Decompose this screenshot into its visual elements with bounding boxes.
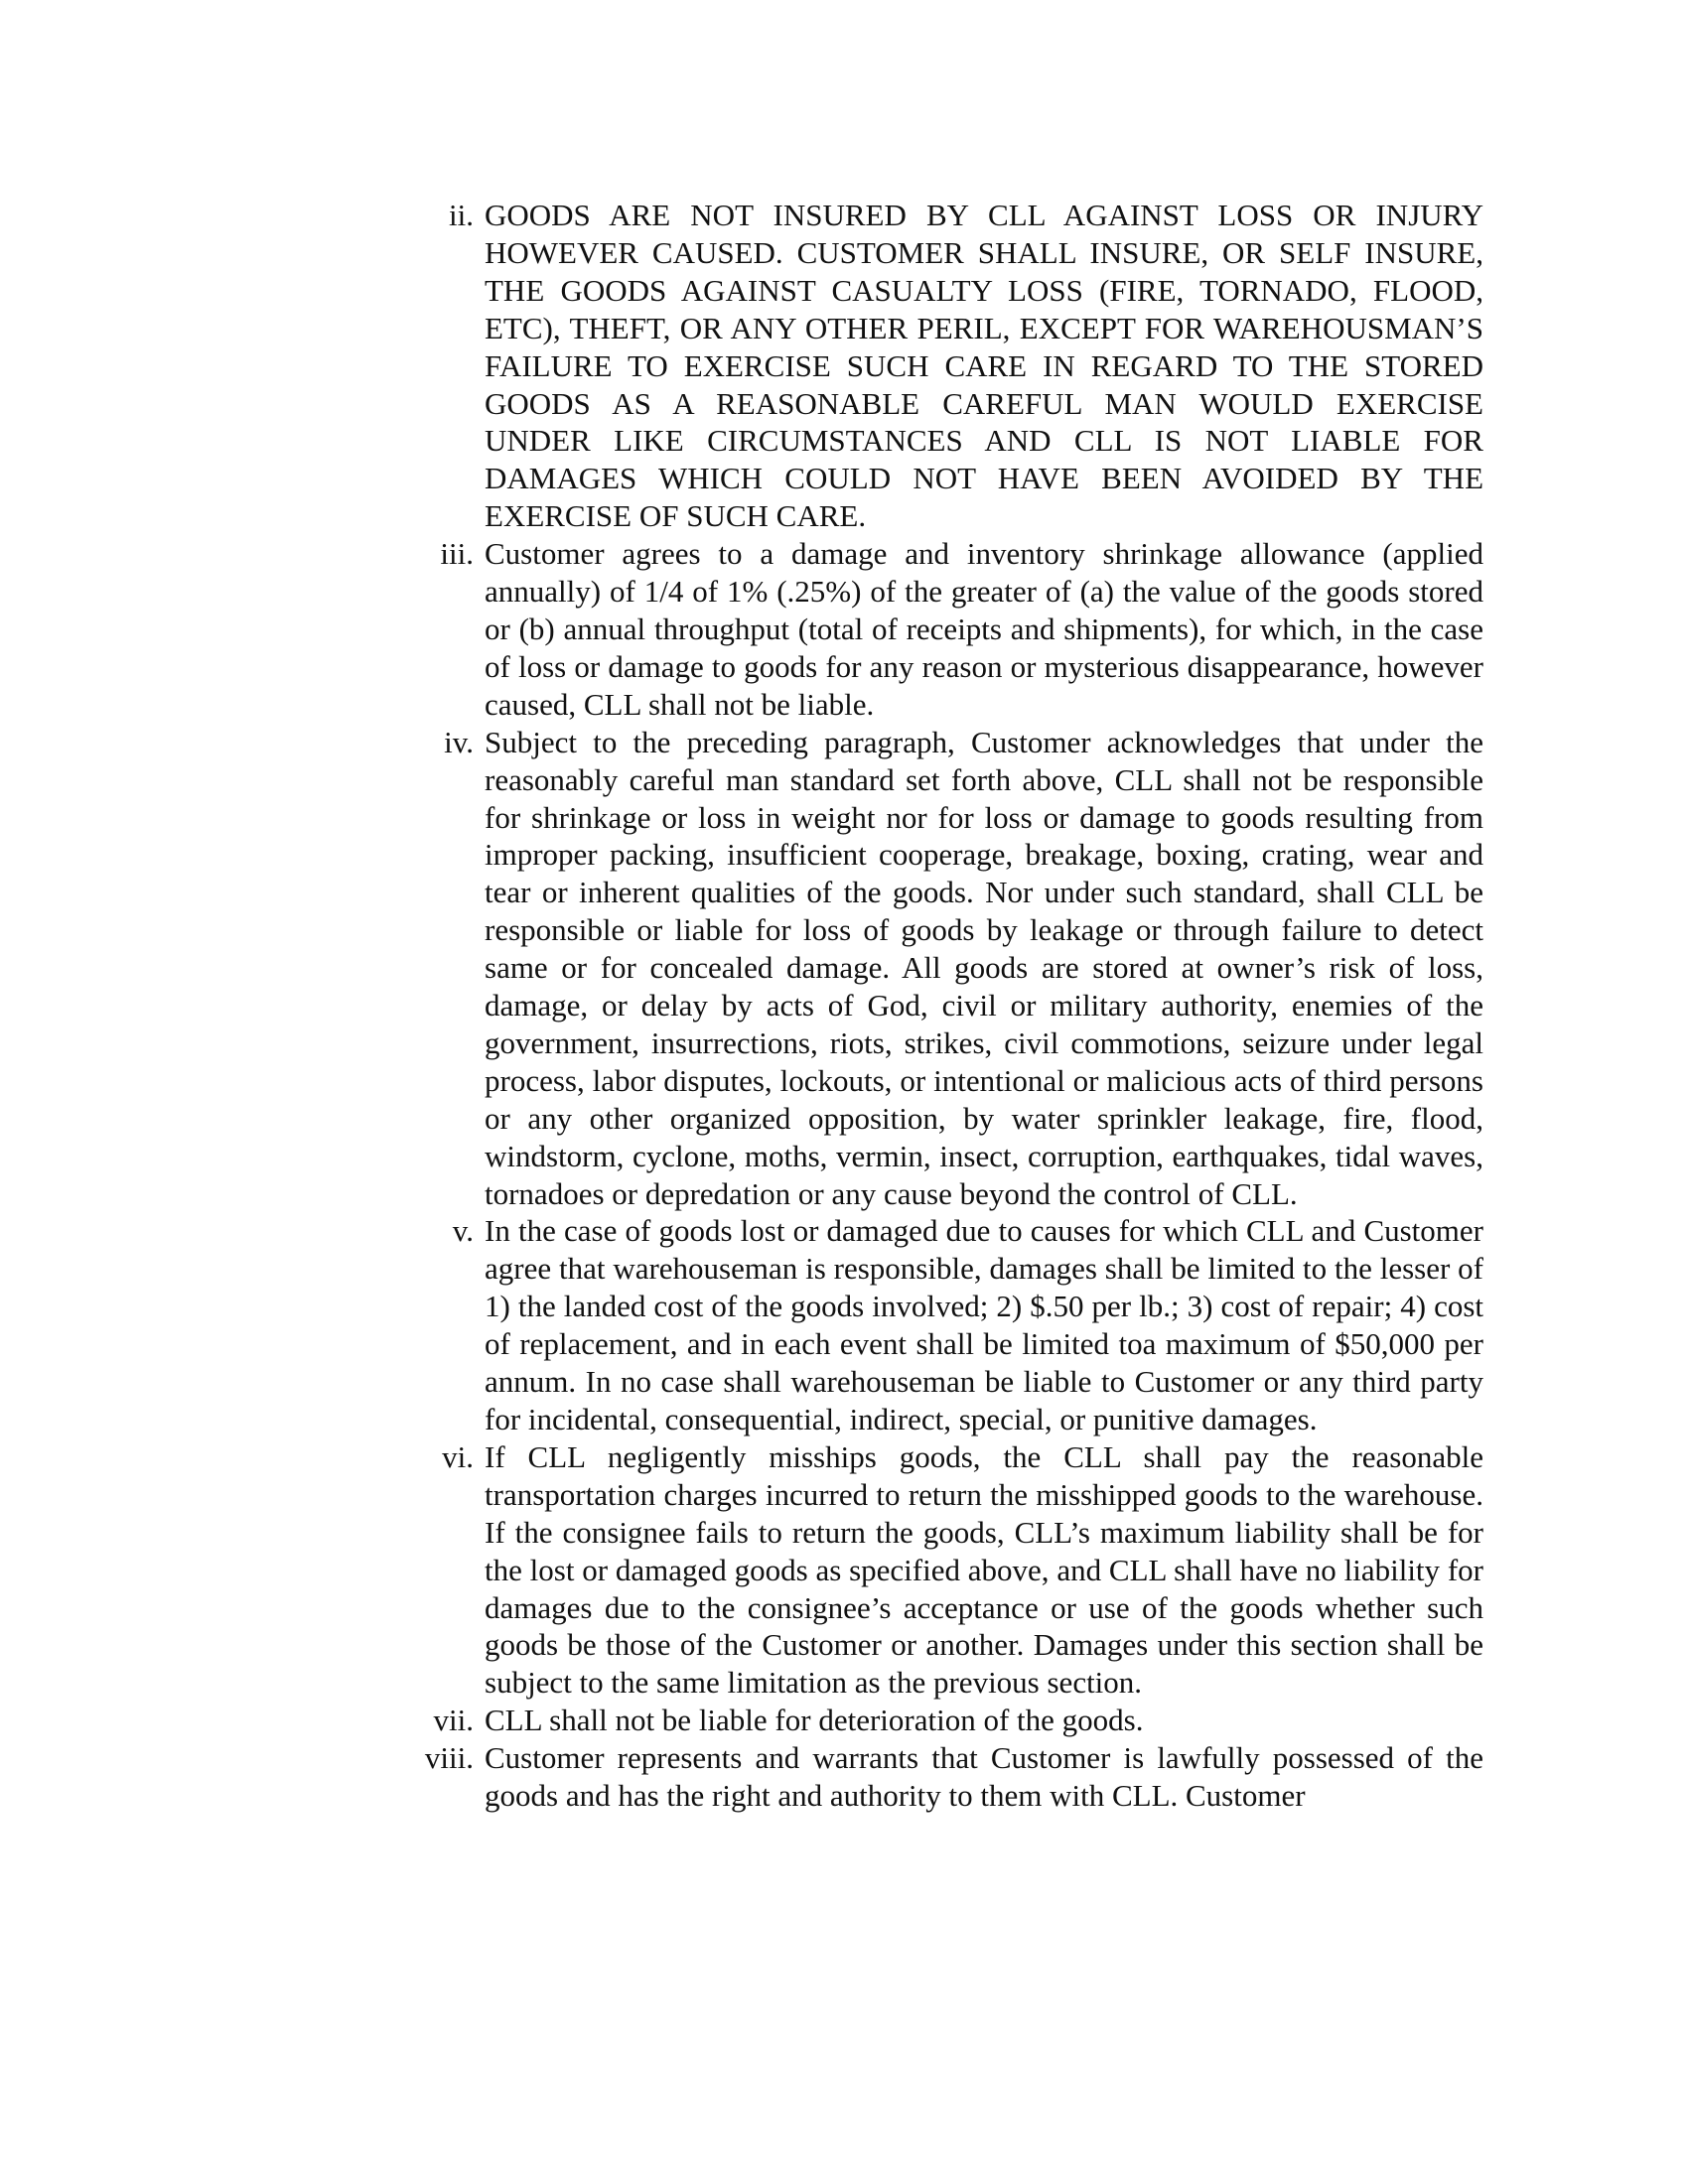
clause-numeral: vii. (433, 1703, 474, 1738)
clause-vii (409, 1702, 1483, 1739)
clause-text: Subject to the preceding paragraph, Customer acknowledges that under the reasonably careful man standard set forth above, CLL shall not be responsible for shrinkage or loss in weight nor for loss or damage to goods resulting from improper packing, insufficient cooperage, breakage, boxing, crating, wear and tear or inherent qualities of the goods. Nor under such standard, shall CLL be responsible or liable for loss of goods by leakage or through failure to detect same or for concealed damage. All goods are stored at owner’s risk of loss, damage, or delay by acts of God, civil or military authority, enemies of the government, insurrections, riots, strikes, civil commotions, seizure under legal process, labor disputes, lockouts, or intentional or malicious acts of third persons or any other organized opposition, by water sprinkler leakage, fire, flood, windstorm, cyclone, moths, vermin, insect, corruption, earthquakes, tidal waves, tornadoes or depredation or any cause beyond the control of CLL. (485, 724, 1483, 1211)
clause-text: If CLL negligently misships goods, the CLL shall pay the reasonable transportation charges incurred to return the misshipped goods to the warehouse. If the consignee fails to return the goods, CLL’s maximum liability shall be for the lost or damaged goods as specified above, and CLL shall have no liability for damages due to the consignee’s acceptance or use of the goods whether such goods be those of the Customer or another. Damages under this section shall be subject to the same limitation as the previous section. (485, 1438, 1483, 1701)
clause-text: Customer represents and warrants that Customer is lawfully possessed of the goods and has the right and authority to them with CLL. Customer (485, 1740, 1483, 1814)
clause-text: Customer agrees to a damage and inventory shrinkage allowance (applied annually) of 1/4 of 1% (.25%) of the greater of (a) the value of the goods stored or (b) annual throughput (total of receipts and shipments), for which, in the case of loss or damage to goods for any reason or mysterious disappearance, however caused, CLL shall not be liable. (485, 536, 1483, 722)
clause-list (409, 197, 1483, 1815)
clause-iii (409, 535, 1483, 724)
clause-numeral: v. (452, 1213, 474, 1249)
clause-numeral: vi. (442, 1438, 474, 1474)
clause-iv (409, 724, 1483, 1213)
clause-vi (409, 1438, 1483, 1702)
clause-text: CLL shall not be liable for deterioration of the goods. (485, 1703, 1144, 1738)
clause-numeral: iv. (444, 724, 474, 759)
clause-numeral: viii. (424, 1740, 474, 1776)
clause-viii (409, 1739, 1483, 1815)
clause-v (409, 1212, 1483, 1437)
clause-numeral: iii. (440, 536, 474, 572)
clause-text: In the case of goods lost or damaged due to causes for which CLL and Customer agree that warehouseman is responsible, damages shall be limited to the lesser of 1) the landed cost of the goods involved; 2) $.50 per lb.; 3) cost of repair; 4) cost of replacement, and in each event shall be limited toa maximum of $50,000 per annum. In no case shall warehouseman be liable to Customer or any third party for incidental, consequential, indirect, special, or punitive damages. (485, 1213, 1483, 1436)
clause-ii (409, 197, 1483, 535)
clause-numeral: ii. (449, 198, 474, 232)
clause-text: GOODS ARE NOT INSURED BY CLL AGAINST LOSS OR INJURY HOWEVER CAUSED. CUSTOMER SHALL INSURE, OR SELF INSURE, THE GOODS AGAINST CASUALTY LOSS (FIRE, TORNADO, FLOOD, ETC), THEFT, OR ANY OTHER PERIL, EXCEPT FOR WAREHOUSMAN’S FAILURE TO EXERCISE SUCH CARE IN REGARD TO THE STORED GOODS AS A REASONABLE CAREFUL MAN WOULD EXERCISE UNDER LIKE CIRCUMSTANCES AND CLL IS NOT LIABLE FOR DAMAGES WHICH COULD NOT HAVE BEEN AVOIDED BY THE EXERCISE OF SUCH CARE. (485, 198, 1483, 534)
